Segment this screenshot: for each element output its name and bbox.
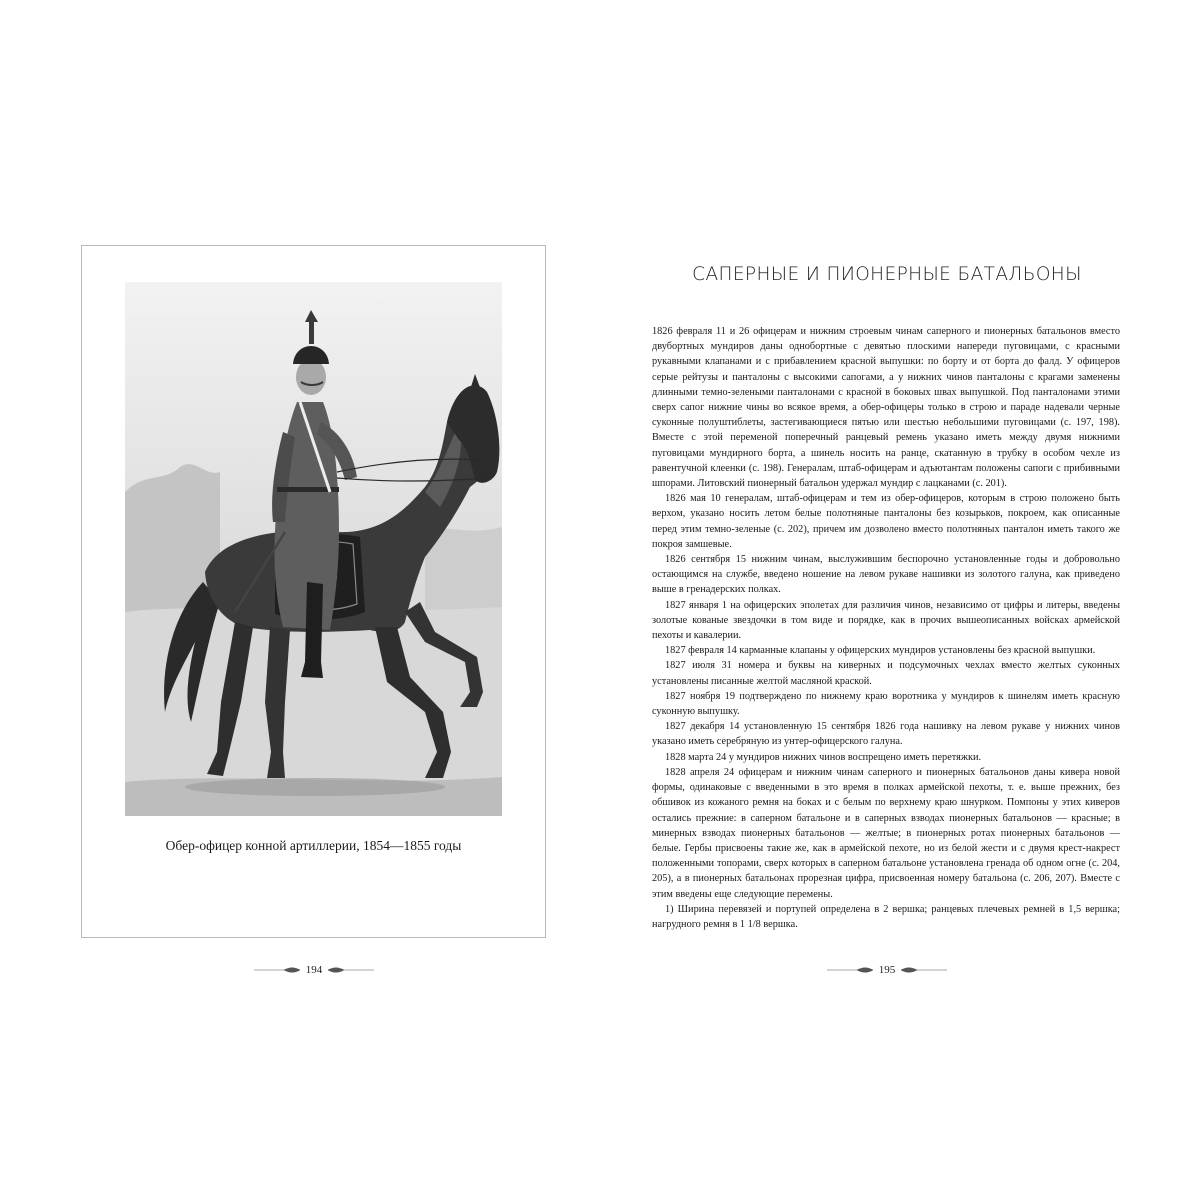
- paragraph: 1828 апреля 24 офицерам и нижним чинам саперного и пионерных батальонов даны кивера новой формы, одинаковые с введенными в это время в полках армейской пехоты, т. е. выше прежних, без обшивок из кожаного ремня на боках и с белым по верхнему краю шнурком. Помпоны у этих киверов остались прежние: в саперном батальоне и в саперных взводах пионерных батальонов — красные; в минерных взводах пионерных батальонов — желтые; в пионерных ротах пионерных батальонов — белые. Гербы присвоены такие же, как в армейской пехоте, но из белой жести и с двумя крест-накрест положенными топорами, сверх которых в саперном батальоне установлена гренада об одном огне (с. 204, 205), а в пионерных батальонах прорезная цифра, присвоенная номеру батальона (с. 206, 207). Вместе с этим введены еще следующие перемены.: [652, 766, 1120, 900]
- paragraph: 1827 февраля 14 карманные клапаны у офицерских мундиров установлены без красной выпушки.: [665, 645, 1096, 657]
- paragraph: 1826 сентября 15 нижним чинам, выслужившим беспорочно установленные годы и добровольно остающимся на службе, введено ношение на левом рукаве нашивки из золотого галуна, как приведено выше в гренадерских полках.: [652, 554, 1120, 596]
- paragraph: 1827 июля 31 номера и буквы на киверных и подсумочных чехлах вместо желтых суконных установлены писанные желтой масляной краской.: [652, 660, 1120, 687]
- section-heading: САПЕРНЫЕ И ПИОНЕРНЫЕ БАТАЛЬОНЫ: [692, 264, 1082, 285]
- page-number-right-text: 195: [878, 964, 896, 976]
- folio-ornament-left-icon: [827, 966, 873, 974]
- plate-caption: Обер-офицер конной артиллерии, 1854—1855 годы: [165, 838, 462, 853]
- paragraph: 1828 марта 24 у мундиров нижних чинов воспрещено иметь перетяжки.: [665, 751, 982, 763]
- paragraph: 1827 января 1 на офицерских эполетах для различия чинов, независимо от цифры и литеры, введены золотые кованые звездочки в том виде и порядке, как в прочих вышеописанных войсках армейской пехоты и кавалерии.: [652, 599, 1120, 642]
- folio-ornament-right-icon: [901, 966, 947, 974]
- folio-ornament-left-icon: [254, 966, 300, 974]
- plate-illustration: [125, 282, 502, 816]
- page-number-right: [826, 962, 948, 978]
- left-page: [81, 245, 546, 938]
- paragraph: 1826 мая 10 генералам, штаб-офицерам и тем из обер-офицеров, которым в строю положено быть верхом, указано носить летом белые полотняные панталоны без козырьков, покроем, как описанные перед этим темно-зеленые (с. 202), причем им дозволено вместо полотняных панталон иметь такого же покроя замшевые.: [652, 493, 1120, 550]
- page-number-left: [253, 962, 375, 978]
- paragraph: 1827 декабря 14 установленную 15 сентября 1826 года нашивку на левом рукаве у нижних чинов указано иметь серебряную из унтер-офицерского галуна.: [652, 721, 1120, 748]
- mounted-officer-engraving: [125, 282, 502, 816]
- body-text: [652, 324, 1120, 932]
- paragraph: 1) Ширина перевязей и портупей определена в 2 вершка; ранцевых плечевых ремней в 1,5 вершка; нагрудного ремня в 1 1/8 вершка.: [652, 903, 1120, 930]
- folio-ornament-right-icon: [328, 966, 374, 974]
- paragraph: 1827 ноября 19 подтверждено по нижнему краю воротника у мундиров к шинелям иметь красную суконную выпушку.: [652, 690, 1120, 718]
- paragraph: 1826 февраля 11 и 26 офицерам и нижним строевым чинам саперного и пионерных батальонов вместо двубортных мундиров даны однобортные с девятью плоскими напереди пуговицами, с красными рукавными клапанами и с прибавлением красной выпушки: по борту и от борта до фалд. У офицеров серые рейтузы и панталоны с высокими сапогами, а у нижних чинов панталоны с крагами заменены длинными темно-зелеными панталонами с красной в боковых швах выпушкой. Под панталонами этими сверх сапог нижние чины во всякое время, а обер-офицеры только в строю и параде надевали черные суконные полуштиблеты, застегивающиеся пятью или шестью небольшими пуговицами (с. 197, 198). Вместе с этой переменой поперечный ранцевый ремень указано иметь между двумя нижними пуговицами мундирного борта, а шинель носить на ранце, скатанную в трубку в особом чехле из равентучной клеенки (с. 198). Генералам, штаб-офицерам и адъютантам положены сапоги с прибивными шпорами. Литовский пионерный батальон удержал мундир с лацканами (с. 201).: [652, 326, 1120, 490]
- page-number-left-text: 194: [305, 964, 323, 976]
